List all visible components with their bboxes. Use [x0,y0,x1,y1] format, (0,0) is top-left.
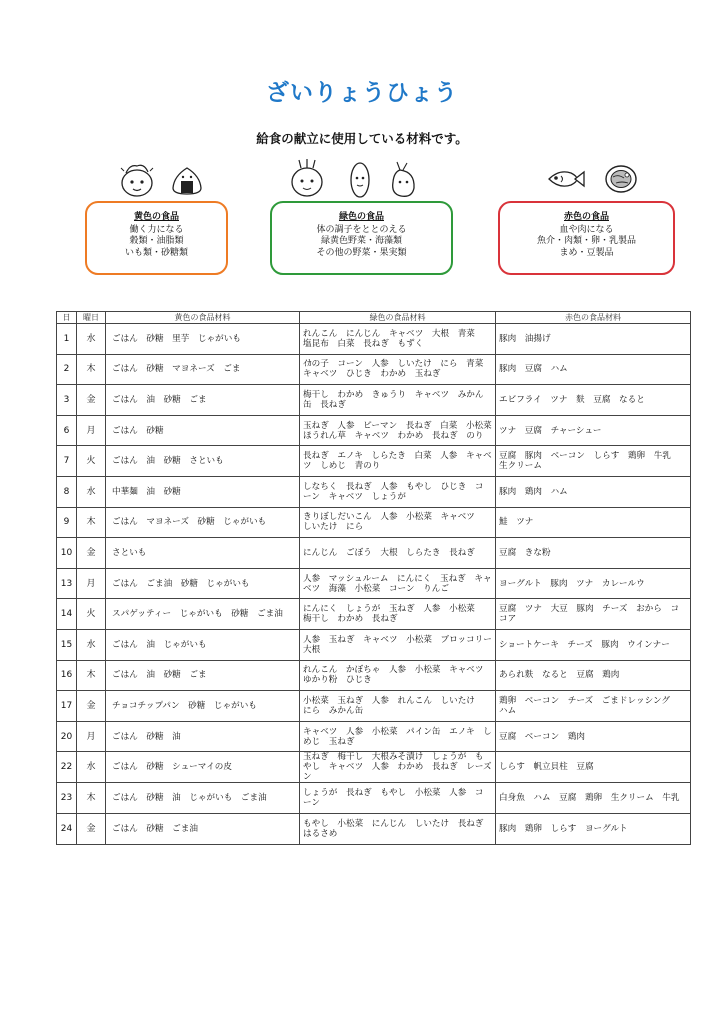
table-row [57,721,691,752]
day-cell: 1 [57,324,77,355]
header-day: 日 [57,312,77,324]
green-foods-cell: 玉ねぎ 梅干し 大根みそ漬け しょうが もやし キャベツ 人参 わかめ 長ねぎ レーズン [300,752,496,783]
group-title: 緑色の食品 [338,212,384,222]
red-foods-cell: 豆腐 豚肉 ベーコン しらす 鶏卵 牛乳 生クリーム [496,446,691,477]
meat-icon [604,164,638,194]
weekday-cell: 金 [77,813,106,844]
green-foods-cell: キャベツ 人参 小松菜 パイン缶 エノキ しめじ 玉ねぎ [300,721,496,752]
red-foods-cell: エビフライ ツナ 麩 豆腐 なると [496,385,691,416]
weekday-cell: 火 [77,446,106,477]
day-cell: 8 [57,476,77,507]
red-foods-cell: 豚肉 豆腐 ハム [496,354,691,385]
fish-icon [545,167,585,191]
group-line: 働く力になる [129,224,184,235]
green-foods-cell: 人参 玉ねぎ キャベツ 小松菜 ブロッコリー 大根 [300,629,496,660]
group-line: 緑黄色野菜・海藻類 [320,236,402,247]
group-line: いも類・砂糖類 [124,247,188,258]
yellow-foods-cell: ごはん 油 じゃがいも [106,629,300,660]
table-row [57,538,691,569]
table-row [57,599,691,630]
table-row [57,660,691,691]
green-foods-cell: れんこん にんじん キャベツ 大根 青菜 塩昆布 白菜 長ねぎ もずく [300,324,496,355]
yellow-foods-cell: ごはん 油 砂糖 さといも [106,446,300,477]
table-row [57,415,691,446]
table-row [57,476,691,507]
group-line: 穀類・油脂類 [129,236,184,247]
day-cell: 3 [57,385,77,416]
day-cell: 14 [57,599,77,630]
green-foods-cell: しょうが 長ねぎ もやし 小松菜 人参 コーン [300,783,496,814]
table-body [57,324,691,845]
day-cell: 16 [57,660,77,691]
table-row [57,691,691,722]
red-foods-cell: ショートケーキ チーズ 豚肉 ウインナー [496,629,691,660]
red-foods-cell: しらす 帆立貝柱 豆腐 [496,752,691,783]
table-header-row [57,312,691,324]
red-foods-cell: 鮭 ツナ [496,507,691,538]
weekday-cell: 水 [77,324,106,355]
weekday-cell: 金 [77,538,106,569]
food-group-red [498,201,675,275]
day-cell: 23 [57,783,77,814]
table-row [57,324,691,355]
red-foods-cell: 豆腐 きな粉 [496,538,691,569]
vegetable-characters-icon [287,158,427,200]
yellow-foods-cell: ごはん ごま油 砂糖 じゃがいも [106,568,300,599]
day-cell: 13 [57,568,77,599]
header-weekday: 曜日 [77,312,106,324]
table-row [57,446,691,477]
yellow-foods-cell: ごはん マヨネーズ 砂糖 じゃがいも [106,507,300,538]
table-row [57,354,691,385]
ingredients-table [56,311,691,845]
table-row [57,752,691,783]
day-cell: 20 [57,721,77,752]
green-foods-cell: 人参 マッシュルーム にんにく 玉ねぎ キャベツ 海藻 小松菜 コーン りんご [300,568,496,599]
green-foods-cell: にんにく しょうが 玉ねぎ 人参 小松菜 梅干し わかめ 長ねぎ [300,599,496,630]
yellow-foods-cell: ごはん 砂糖 ごま油 [106,813,300,844]
weekday-cell: 木 [77,354,106,385]
day-cell: 22 [57,752,77,783]
yellow-foods-cell: ごはん 砂糖 [106,415,300,446]
group-line: その他の野菜・果実類 [316,247,407,258]
table-row [57,783,691,814]
green-foods-cell: 小松菜 玉ねぎ 人参 れんこん しいたけ にら みかん缶 [300,691,496,722]
day-cell: 10 [57,538,77,569]
day-cell: 15 [57,629,77,660]
yellow-foods-cell: スパゲッティー じゃがいも 砂糖 ごま油 [106,599,300,630]
yellow-foods-cell: ごはん 砂糖 マヨネーズ ごま [106,354,300,385]
green-foods-cell: 玉ねぎ 人参 ピーマン 長ねぎ 白菜 小松菜 ほうれん草 キャベツ わかめ 長ねぎ のり [300,415,496,446]
group-title: 黄色の食品 [133,212,179,222]
weekday-cell: 木 [77,660,106,691]
yellow-foods-cell: ごはん 油 砂糖 ごま [106,660,300,691]
green-foods-cell: にんじん ごぼう 大根 しらたき 長ねぎ [300,538,496,569]
weekday-cell: 月 [77,568,106,599]
red-foods-cell: 豆腐 ベーコン 鶏肉 [496,721,691,752]
red-foods-cell: ヨーグルト 豚肉 ツナ カレールウ [496,568,691,599]
weekday-cell: 月 [77,415,106,446]
day-cell: 2 [57,354,77,385]
green-foods-cell: ｲｶの子 コーン 人参 しいたけ にら 青菜 キャベツ ひじき わかめ 玉ねぎ [300,354,496,385]
food-group-green [270,201,453,275]
header-red: 赤色の食品材料 [496,312,691,324]
table-row [57,385,691,416]
day-cell: 24 [57,813,77,844]
table-row [57,507,691,538]
group-title: 赤色の食品 [563,212,609,222]
weekday-cell: 火 [77,599,106,630]
yellow-foods-cell: ごはん 砂糖 里芋 じゃがいも [106,324,300,355]
red-foods-cell: あられ麩 なると 豆腐 鶏肉 [496,660,691,691]
page-title: ざいりょうひょう [266,80,458,106]
red-foods-cell: 豚肉 油揚げ [496,324,691,355]
yellow-foods-cell: チョコチップパン 砂糖 じゃがいも [106,691,300,722]
green-foods-cell: きりぼしだいこん 人参 小松菜 キャベツ しいたけ にら [300,507,496,538]
red-foods-cell: 豚肉 鶏卵 しらす ヨーグルト [496,813,691,844]
weekday-cell: 水 [77,752,106,783]
red-foods-cell: 豆腐 ツナ 大豆 豚肉 チーズ おから ココア [496,599,691,630]
red-foods-cell: 白身魚 ハム 豆腐 鶏卵 生クリーム 牛乳 [496,783,691,814]
yellow-foods-cell: ごはん 油 砂糖 ごま [106,385,300,416]
yellow-foods-cell: ごはん 砂糖 油 じゃがいも ごま油 [106,783,300,814]
weekday-cell: 月 [77,721,106,752]
group-line: 魚介・肉類・卵・乳製品 [536,236,636,247]
weekday-cell: 水 [77,476,106,507]
weekday-cell: 木 [77,783,106,814]
group-line: 体の調子をととのえる [316,224,407,235]
green-foods-cell: もやし 小松菜 にんじん しいたけ 長ねぎ はるさめ [300,813,496,844]
yellow-foods-cell: 中華麺 油 砂糖 [106,476,300,507]
table-row [57,629,691,660]
green-foods-cell: れんこん かぼちゃ 人参 小松菜 キャベツ ゆかり粉 ひじき [300,660,496,691]
weekday-cell: 金 [77,691,106,722]
weekday-cell: 木 [77,507,106,538]
red-foods-cell: 豚肉 鶏肉 ハム [496,476,691,507]
header-yellow: 黄色の食品材料 [106,312,300,324]
red-foods-cell: ツナ 豆腐 チャーシュー [496,415,691,446]
table-row [57,813,691,844]
yellow-foods-cell: さといも [106,538,300,569]
header-green: 緑色の食品材料 [300,312,496,324]
green-foods-cell: 長ねぎ エノキ しらたき 白菜 人参 キャベツ しめじ 青のり [300,446,496,477]
yellow-foods-cell: ごはん 砂糖 油 [106,721,300,752]
green-foods-cell: 梅干し わかめ きゅうり キャベツ みかん缶 長ねぎ [300,385,496,416]
group-line: 血や肉になる [559,224,614,235]
rice-ball-icon [170,166,204,196]
red-foods-cell: 鶏卵 ベーコン チーズ ごまドレッシング ハム [496,691,691,722]
character-icon [116,160,158,200]
weekday-cell: 金 [77,385,106,416]
page-subtitle: 給食の献立に使用している材料です。 [256,131,468,146]
yellow-foods-cell: ごはん 砂糖 シューマイの皮 [106,752,300,783]
food-group-yellow [85,201,228,275]
table-row [57,568,691,599]
day-cell: 7 [57,446,77,477]
weekday-cell: 水 [77,629,106,660]
green-foods-cell: しなちく 長ねぎ 人参 もやし ひじき コーン キャベツ しょうが [300,476,496,507]
day-cell: 9 [57,507,77,538]
day-cell: 6 [57,415,77,446]
group-line: まめ・豆製品 [559,247,614,258]
day-cell: 17 [57,691,77,722]
